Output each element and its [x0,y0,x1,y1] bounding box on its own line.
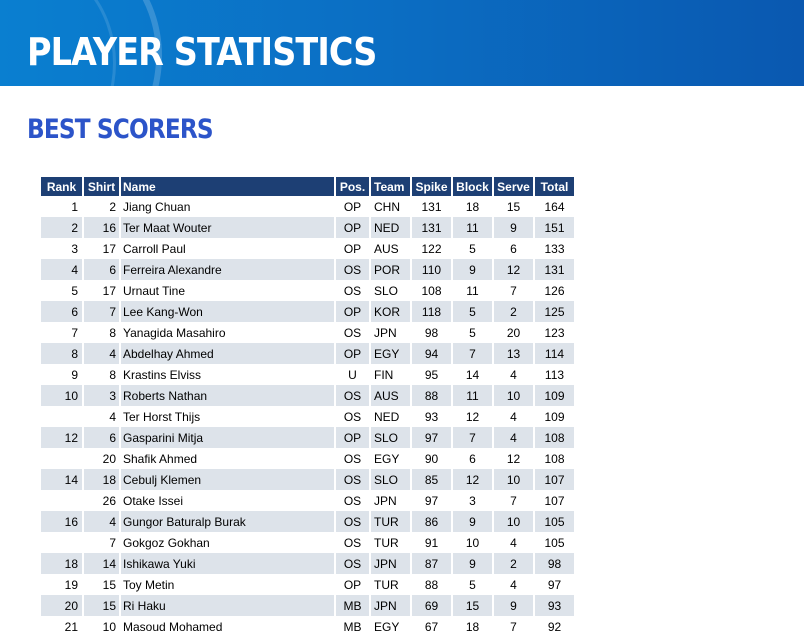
table-row [41,574,574,595]
cell-serve: 7 [510,283,517,298]
cell-position: OS [343,283,362,298]
cell-spike: 93 [424,409,439,424]
cell-serve: 6 [510,241,517,256]
table-row [41,280,574,301]
cell-rank [41,532,82,553]
column-header-rank: Rank [41,177,82,196]
cell-block: 5 [469,325,476,340]
cell-block: 11 [453,217,492,238]
cell-rank: 3 [71,241,78,256]
cell-position: OP [343,241,362,256]
cell-rank [41,448,82,469]
cell-total: 125 [535,301,574,322]
table-row [41,469,574,490]
cell-total: 107 [535,469,574,490]
cell-total: 131 [535,259,574,280]
cell-shirt: 10 [102,619,116,634]
cell-team: AUS [371,385,410,406]
table-row [41,490,574,511]
cell-total: 107 [544,493,565,508]
cell-position: MB [343,619,362,634]
cell-position: OS [336,511,369,532]
cell-team: JPN [374,325,397,340]
cell-total: 105 [535,511,574,532]
table-row [41,406,574,427]
cell-team: AUS [374,241,399,256]
table-row [41,553,574,574]
column-header-position: Pos. [336,177,369,196]
cell-position: OP [336,217,369,238]
cell-position: OS [336,259,369,280]
cell-shirt: 18 [84,469,119,490]
table-row [41,385,574,406]
table-body [41,196,574,637]
section-title: BEST SCORERS [27,114,213,145]
cell-spike: 86 [412,511,451,532]
cell-name: Lee Kang-Won [121,301,334,322]
cell-serve: 4 [510,367,517,382]
cell-name: Ter Horst Thijs [123,409,201,424]
cell-team: KOR [371,301,410,322]
cell-position: OS [343,493,362,508]
cell-rank: 9 [71,367,78,382]
cell-spike: 97 [424,493,439,508]
table-row [41,301,574,322]
page-title: PLAYER STATISTICS [27,30,377,74]
cell-name: Yanagida Masahiro [123,325,226,340]
cell-shirt: 7 [109,535,116,550]
cell-total: 151 [535,217,574,238]
column-header-serve: Serve [494,177,533,196]
cell-shirt: 15 [102,577,116,592]
cell-team: NED [371,217,410,238]
cell-serve: 10 [494,511,533,532]
cell-rank: 5 [71,283,78,298]
cell-team: TUR [374,577,399,592]
cell-rank [41,490,82,511]
cell-block: 18 [465,619,480,634]
cell-serve: 10 [494,469,533,490]
cell-block: 9 [453,511,492,532]
cell-shirt: 4 [84,511,119,532]
cell-serve: 9 [494,217,533,238]
cell-serve: 4 [510,577,517,592]
cell-position: OS [336,385,369,406]
cell-spike: 131 [412,217,451,238]
cell-block: 18 [465,199,480,214]
cell-rank [41,406,82,427]
cell-position: OS [343,325,362,340]
cell-spike: 108 [421,283,442,298]
cell-shirt: 6 [84,259,119,280]
cell-total: 109 [535,385,574,406]
cell-total: 97 [547,577,562,592]
cell-name: Krastins Elviss [123,367,202,382]
table-row [41,217,574,238]
cell-block: 11 [453,385,492,406]
cell-spike: 110 [412,259,451,280]
cell-shirt: 17 [102,283,116,298]
cell-shirt: 14 [84,553,119,574]
cell-total: 92 [547,619,562,634]
cell-total: 113 [544,367,565,382]
cell-shirt: 4 [84,343,119,364]
cell-serve: 12 [494,259,533,280]
cell-team: JPN [374,493,397,508]
cell-rank: 19 [64,577,78,592]
cell-serve: 7 [510,493,517,508]
cell-team: TUR [374,535,399,550]
cell-spike: 85 [412,469,451,490]
cell-shirt: 15 [84,595,119,616]
cell-shirt: 2 [109,199,116,214]
cell-serve: 12 [506,451,521,466]
cell-serve: 10 [494,385,533,406]
cell-total: 114 [535,343,574,364]
cell-team: EGY [371,343,410,364]
cell-spike: 94 [412,343,451,364]
cell-rank: 2 [41,217,82,238]
best-scorers-table [39,177,576,637]
cell-block: 15 [453,595,492,616]
cell-spike: 90 [424,451,439,466]
cell-name: Masoud Mohamed [123,619,223,634]
column-header-name: Name [121,177,334,196]
cell-serve: 2 [494,553,533,574]
cell-rank: 20 [41,595,82,616]
table-row [41,364,574,385]
cell-name: Gasparini Mitja [121,427,334,448]
column-header-team: Team [371,177,410,196]
cell-position: OS [343,535,362,550]
cell-team: SLO [371,427,410,448]
cell-serve: 2 [494,301,533,322]
cell-block: 5 [453,301,492,322]
cell-block: 6 [469,451,476,466]
cell-serve: 15 [506,199,521,214]
cell-position: OP [336,301,369,322]
cell-block: 7 [453,427,492,448]
cell-rank: 4 [41,259,82,280]
cell-block: 12 [453,469,492,490]
cell-name: Ter Maat Wouter [121,217,334,238]
table-row [41,238,574,259]
cell-rank: 8 [41,343,82,364]
cell-serve: 4 [494,427,533,448]
table-row [41,259,574,280]
table-row [41,511,574,532]
cell-name: Toy Metin [123,577,175,592]
cell-block: 10 [465,535,480,550]
cell-total: 133 [544,241,565,256]
cell-name: Shafik Ahmed [123,451,198,466]
cell-spike: 131 [421,199,442,214]
cell-name: Otake Issei [123,493,184,508]
cell-total: 98 [535,553,574,574]
cell-block: 7 [453,343,492,364]
cell-rank: 14 [41,469,82,490]
cell-team: JPN [371,553,410,574]
cell-team: EGY [374,619,400,634]
table-header-row [41,177,574,196]
table-row [41,343,574,364]
cell-position: OS [343,409,362,424]
cell-name: Abdelhay Ahmed [121,343,334,364]
cell-position: OP [336,343,369,364]
column-header-spike: Spike [412,177,451,196]
cell-spike: 88 [412,385,451,406]
cell-rank: 1 [71,199,78,214]
cell-shirt: 3 [84,385,119,406]
cell-team: SLO [371,469,410,490]
cell-block: 3 [469,493,476,508]
cell-block: 5 [469,577,476,592]
cell-name: Cebulj Klemen [121,469,334,490]
cell-shirt: 8 [109,325,116,340]
cell-name: Gungor Baturalp Burak [121,511,334,532]
column-header-shirt: Shirt [84,177,119,196]
cell-shirt: 4 [109,409,116,424]
cell-total: 108 [544,451,565,466]
cell-spike: 91 [424,535,439,550]
cell-name: Roberts Nathan [121,385,334,406]
cell-serve: 7 [510,619,517,634]
cell-total: 93 [535,595,574,616]
cell-team: EGY [374,451,400,466]
cell-rank: 16 [41,511,82,532]
cell-rank: 12 [41,427,82,448]
cell-rank: 18 [41,553,82,574]
cell-name: Ri Haku [121,595,334,616]
table-row [41,616,574,637]
cell-spike: 67 [424,619,439,634]
cell-spike: 69 [412,595,451,616]
cell-team: NED [374,409,400,424]
cell-shirt: 17 [102,241,116,256]
table-row [41,427,574,448]
cell-position: OP [343,199,362,214]
cell-spike: 97 [412,427,451,448]
table-row [41,448,574,469]
cell-position: OP [336,427,369,448]
cell-name: Carroll Paul [123,241,186,256]
cell-rank: 7 [71,325,78,340]
cell-serve: 13 [494,343,533,364]
cell-team: TUR [371,511,410,532]
cell-team: SLO [374,283,399,298]
cell-serve: 4 [510,535,517,550]
cell-rank: 21 [64,619,78,634]
cell-serve: 9 [494,595,533,616]
cell-serve: 20 [506,325,521,340]
cell-total: 164 [544,199,565,214]
cell-position: U [348,367,357,382]
table-row [41,322,574,343]
cell-total: 109 [544,409,565,424]
cell-shirt: 16 [84,217,119,238]
table-row [41,595,574,616]
column-header-total: Total [535,177,574,196]
cell-total: 108 [535,427,574,448]
cell-name: Ferreira Alexandre [121,259,334,280]
cell-position: OS [343,451,362,466]
cell-name: Jiang Chuan [123,199,191,214]
cell-block: 11 [466,283,479,298]
cell-spike: 88 [424,577,439,592]
column-header-block: Block [453,177,492,196]
cell-shirt: 7 [84,301,119,322]
cell-team: CHN [374,199,400,214]
cell-position: OS [336,469,369,490]
cell-position: OP [343,577,362,592]
cell-rank: 10 [41,385,82,406]
cell-position: OS [336,553,369,574]
cell-serve: 4 [510,409,517,424]
cell-block: 14 [465,367,480,382]
cell-spike: 118 [412,301,451,322]
cell-shirt: 26 [102,493,116,508]
cell-spike: 98 [424,325,439,340]
cell-team: FIN [374,367,394,382]
cell-block: 5 [469,241,476,256]
cell-block: 9 [453,259,492,280]
cell-spike: 87 [412,553,451,574]
cell-shirt: 8 [109,367,116,382]
cell-rank: 6 [41,301,82,322]
cell-total: 105 [544,535,565,550]
cell-name: Gokgoz Gokhan [123,535,210,550]
cell-name: Ishikawa Yuki [121,553,334,574]
cell-shirt: 6 [84,427,119,448]
cell-block: 9 [453,553,492,574]
cell-team: POR [371,259,410,280]
header-banner [0,0,804,86]
cell-spike: 95 [424,367,439,382]
cell-block: 12 [465,409,480,424]
cell-position: MB [336,595,369,616]
table-row [41,196,574,217]
table-row [41,532,574,553]
cell-team: JPN [371,595,410,616]
cell-shirt: 20 [102,451,116,466]
cell-name: Urnaut Tine [123,283,186,298]
cell-total: 123 [544,325,565,340]
cell-total: 126 [544,283,565,298]
cell-spike: 122 [421,241,442,256]
